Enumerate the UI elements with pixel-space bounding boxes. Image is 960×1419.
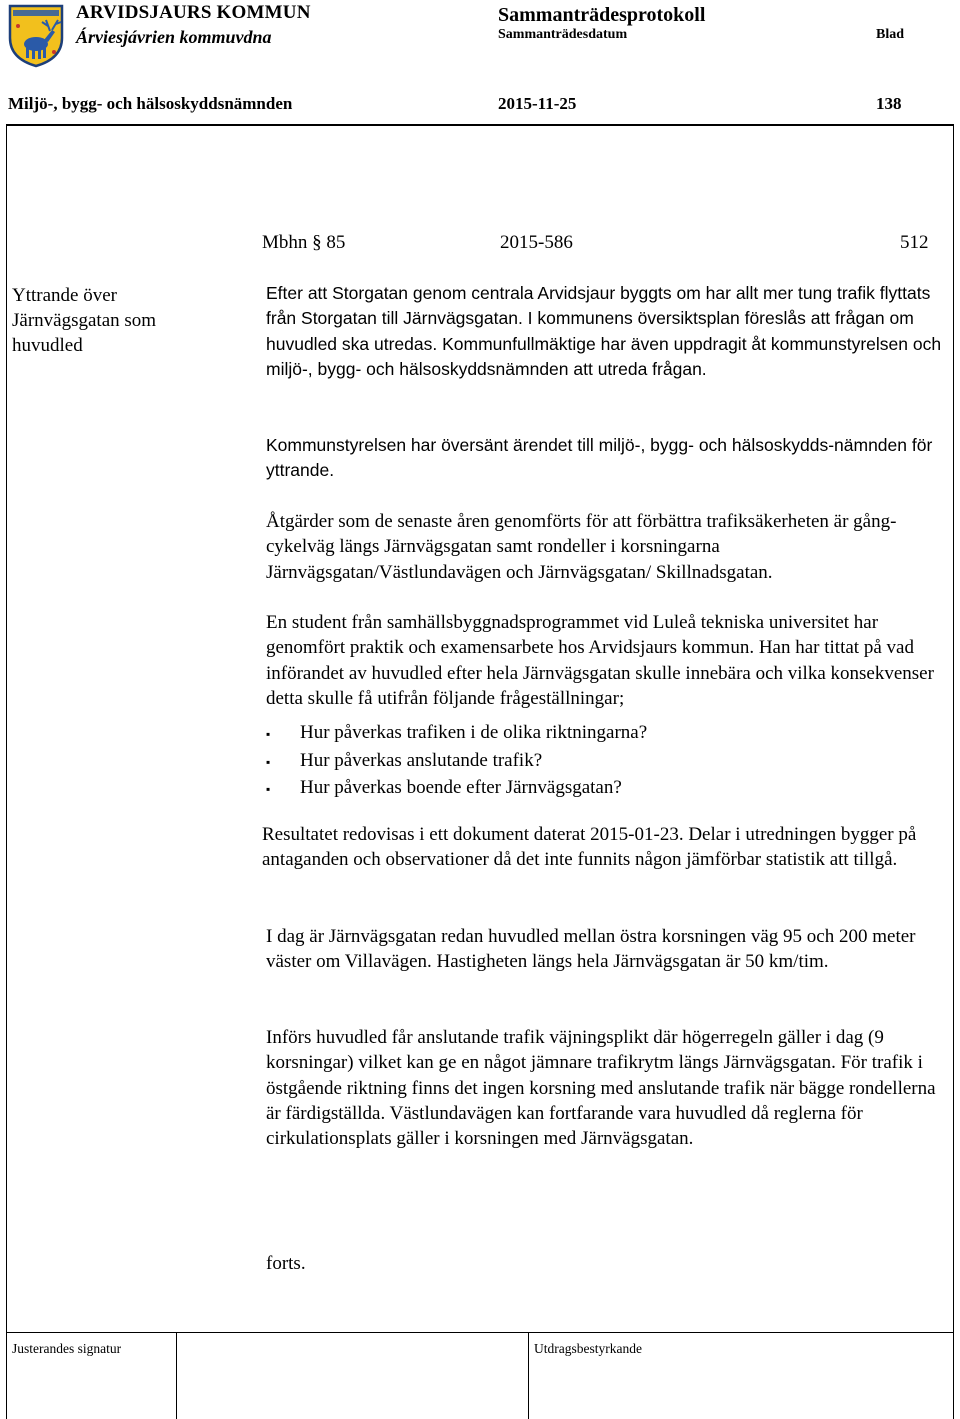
page-label: Blad: [876, 27, 905, 42]
page-number: 138: [876, 94, 902, 113]
question-list: [266, 720, 946, 803]
matter-title-line: huvudled: [12, 335, 83, 356]
case-code: 512: [900, 232, 929, 253]
matter-title-line: Järnvägsgatan som: [12, 310, 157, 331]
paragraph-consequences: Införs huvudled får anslutande trafik väjningsplikt där högerregeln gäller i dag (9 korsningar) vilket kan ge en något jämnare trafikrytm längs Järnvägsgatan. För trafik i östgående riktning finns det ingen korsning med anslutande trafik när bägge rondellerna är färdigställda. Västlundavägen kan fortfarande vara huvudled då reglerna för cirkulationsplats gäller i korsningen med Järnvägsgatan.: [266, 1027, 936, 1150]
continued-marker: forts.: [266, 1253, 306, 1274]
list-item-text: Hur påverkas trafiken i de olika riktningarna?: [300, 722, 648, 743]
paragraph-current-status: I dag är Järnvägsgatan redan huvudled mellan östra korsningen väg 95 och 200 meter väster om Villavägen. Hastigheten längs hela Järnvägsgatan är 50 km/tim.: [266, 926, 916, 973]
paragraph-measures: Åtgärder som de senaste åren genomförts för att förbättra trafiksäkerheten är gång-cykelväg längs Järnvägsgatan samt rondeller i korsningarna Järnvägsgatan/Västlundavägen och Järnvägsgatan/ Skillnadsgatan.: [266, 511, 897, 583]
right-frame-line: [953, 124, 954, 1419]
footer-divider-1: [176, 1332, 177, 1419]
list-item: [266, 775, 946, 803]
committee-name: Miljö-, bygg- och hälsoskyddsnämnden: [8, 94, 293, 113]
meeting-date: 2015-11-25: [498, 94, 577, 113]
case-reference: [262, 232, 345, 254]
signature-label: Justerandes signatur: [12, 1341, 122, 1356]
paragraph-study: En student från samhällsbyggnadsprogrammet vid Luleå tekniska universitet har genomfört praktik och examensarbete hos Arvidsjaurs kommun. Han har tittat på vad införandet av huvudled efter hela Järnvägsgatan skulle innebära och vilka konsekvenser detta skulle få utifrån följande frågeställningar;: [266, 612, 934, 709]
case-number: 2015-586: [500, 232, 573, 253]
protocol-title: Sammanträdesprotokoll: [498, 4, 706, 26]
footer-rule: [6, 1332, 954, 1333]
municipality-name-sami: Árviesjávrien kommuvdna: [76, 27, 272, 47]
paragraph-number: 85: [326, 232, 346, 253]
coat-of-arms-reindeer-icon: [6, 2, 66, 68]
matter-title: [12, 283, 232, 358]
matter-title-line: Yttrande över: [12, 285, 117, 306]
paragraph-result: Resultatet redovisas i ett dokument daterat 2015-01-23. Delar i utredningen bygger på antaganden och observationer då det inte funnits någon jämförbar statistik att tillgå.: [262, 824, 917, 871]
municipality-logo: [6, 2, 66, 68]
footer-divider-2: [528, 1332, 529, 1419]
bullet-icon: ▪: [266, 727, 271, 741]
meeting-date-label: Sammanträdesdatum: [498, 27, 628, 42]
header-rule: [6, 124, 954, 126]
municipality-name: ARVIDSJAURS KOMMUN: [76, 2, 311, 23]
list-item: [266, 720, 946, 748]
left-frame-line: [6, 124, 7, 1419]
bullet-icon: ▪: [266, 754, 271, 769]
paragraph-background: Efter att Storgatan genom centrala Arvidsjaur byggts om har allt mer tung trafik flyttats från Storgatan till Järnvägsgatan. I kommunens översiktsplan föreslås att frågan om huvudled ska utredas. Kommunfullmäktige har även uppdragit åt kommunstyrelsen och miljö-, bygg- och hälsoskyddsnämnden att utreda frågan.: [266, 283, 942, 379]
case-body-abbrev: Mbhn: [262, 232, 308, 253]
paragraph-symbol: §: [312, 232, 322, 253]
list-item: [266, 748, 946, 776]
bullet-icon: ▪: [266, 782, 271, 796]
list-item-text: Hur påverkas boende efter Järnvägsgatan?: [300, 777, 622, 798]
paragraph-referral: Kommunstyrelsen har översänt ärendet till miljö-, bygg- och hälsoskydds-nämnden för yttrande.: [266, 435, 933, 481]
list-item-text: Hur påverkas anslutande trafik?: [300, 749, 543, 771]
certification-label: Utdragsbestyrkande: [534, 1341, 642, 1356]
